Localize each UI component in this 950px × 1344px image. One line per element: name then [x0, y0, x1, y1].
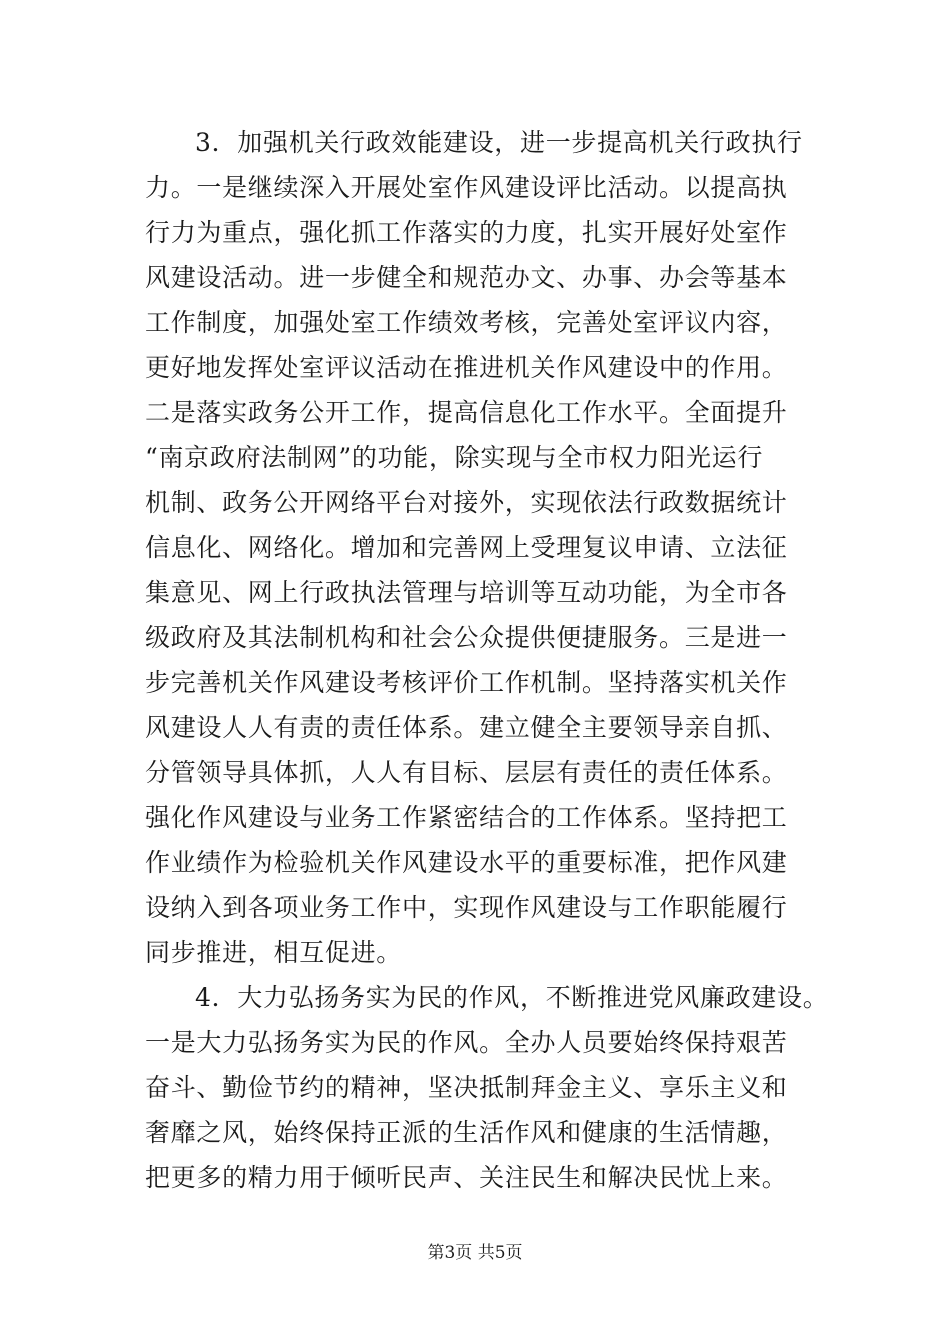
- paragraph-3-line: 同步推进，相互促进。: [145, 938, 403, 967]
- paragraph-3-line: 3．加强机关行政效能建设，进一步提高机关行政执行: [195, 128, 803, 157]
- paragraph-3-line: 信息化、网络化。增加和完善网上受理复议申请、立法征: [145, 533, 788, 562]
- paragraph-3-line: 风建设活动。进一步健全和规范办文、办事、办会等基本: [145, 263, 788, 292]
- paragraph-3-line: 二是落实政务公开工作，提高信息化工作水平。全面提升: [145, 398, 788, 427]
- paragraph-3-line: 步完善机关作风建设考核评价工作机制。坚持落实机关作: [145, 668, 788, 697]
- paragraph-3-line: “南京政府法制网”的功能，除实现与全市权力阳光运行: [145, 443, 764, 472]
- paragraph-3-line: 级政府及其法制机构和社会公众提供便捷服务。三是进一: [145, 623, 788, 652]
- paragraph-3-line: 行力为重点，强化抓工作落实的力度，扎实开展好处室作: [145, 218, 788, 247]
- paragraph-4-line: 奋斗、勤俭节约的精神，坚决抵制拜金主义、享乐主义和: [145, 1073, 788, 1102]
- body-text: [145, 120, 829, 1200]
- paragraph-3-line: 力。一是继续深入开展处室作风建设评比活动。以提高执: [145, 173, 788, 202]
- paragraph-4-line: 4．大力弘扬务实为民的作风，不断推进党风廉政建设。: [195, 983, 829, 1012]
- paragraph-3-line: 作业绩作为检验机关作风建设水平的重要标准，把作风建: [145, 848, 788, 877]
- paragraph-4-line: 一是大力弘扬务实为民的作风。全办人员要始终保持艰苦: [145, 1028, 788, 1057]
- paragraph-3-line: 工作制度，加强处室工作绩效考核，完善处室评议内容，: [145, 308, 788, 337]
- paragraph-3-line: 风建设人人有责的责任体系。建立健全主要领导亲自抓、: [145, 713, 788, 742]
- paragraph-3-line: 分管领导具体抓，人人有目标、层层有责任的责任体系。: [145, 758, 788, 787]
- page-footer: [0, 1242, 950, 1264]
- paragraph-3-line: 设纳入到各项业务工作中，实现作风建设与工作职能履行: [145, 893, 788, 922]
- paragraph-3-line: 强化作风建设与业务工作紧密结合的工作体系。坚持把工: [145, 803, 788, 832]
- paragraph-3-line: 机制、政务公开网络平台对接外，实现依法行政数据统计: [145, 488, 788, 517]
- paragraph-3-line: 集意见、网上行政执法管理与培训等互动功能，为全市各: [145, 578, 788, 607]
- page-number-label: 第3页 共5页: [427, 1243, 523, 1263]
- paragraph-3-line: 更好地发挥处室评议活动在推进机关作风建设中的作用。: [145, 353, 788, 382]
- paragraph-4-line: 奢靡之风，始终保持正派的生活作风和健康的生活情趣，: [145, 1118, 788, 1147]
- paragraph-4-line: 把更多的精力用于倾听民声、关注民生和解决民忧上来。: [145, 1163, 788, 1192]
